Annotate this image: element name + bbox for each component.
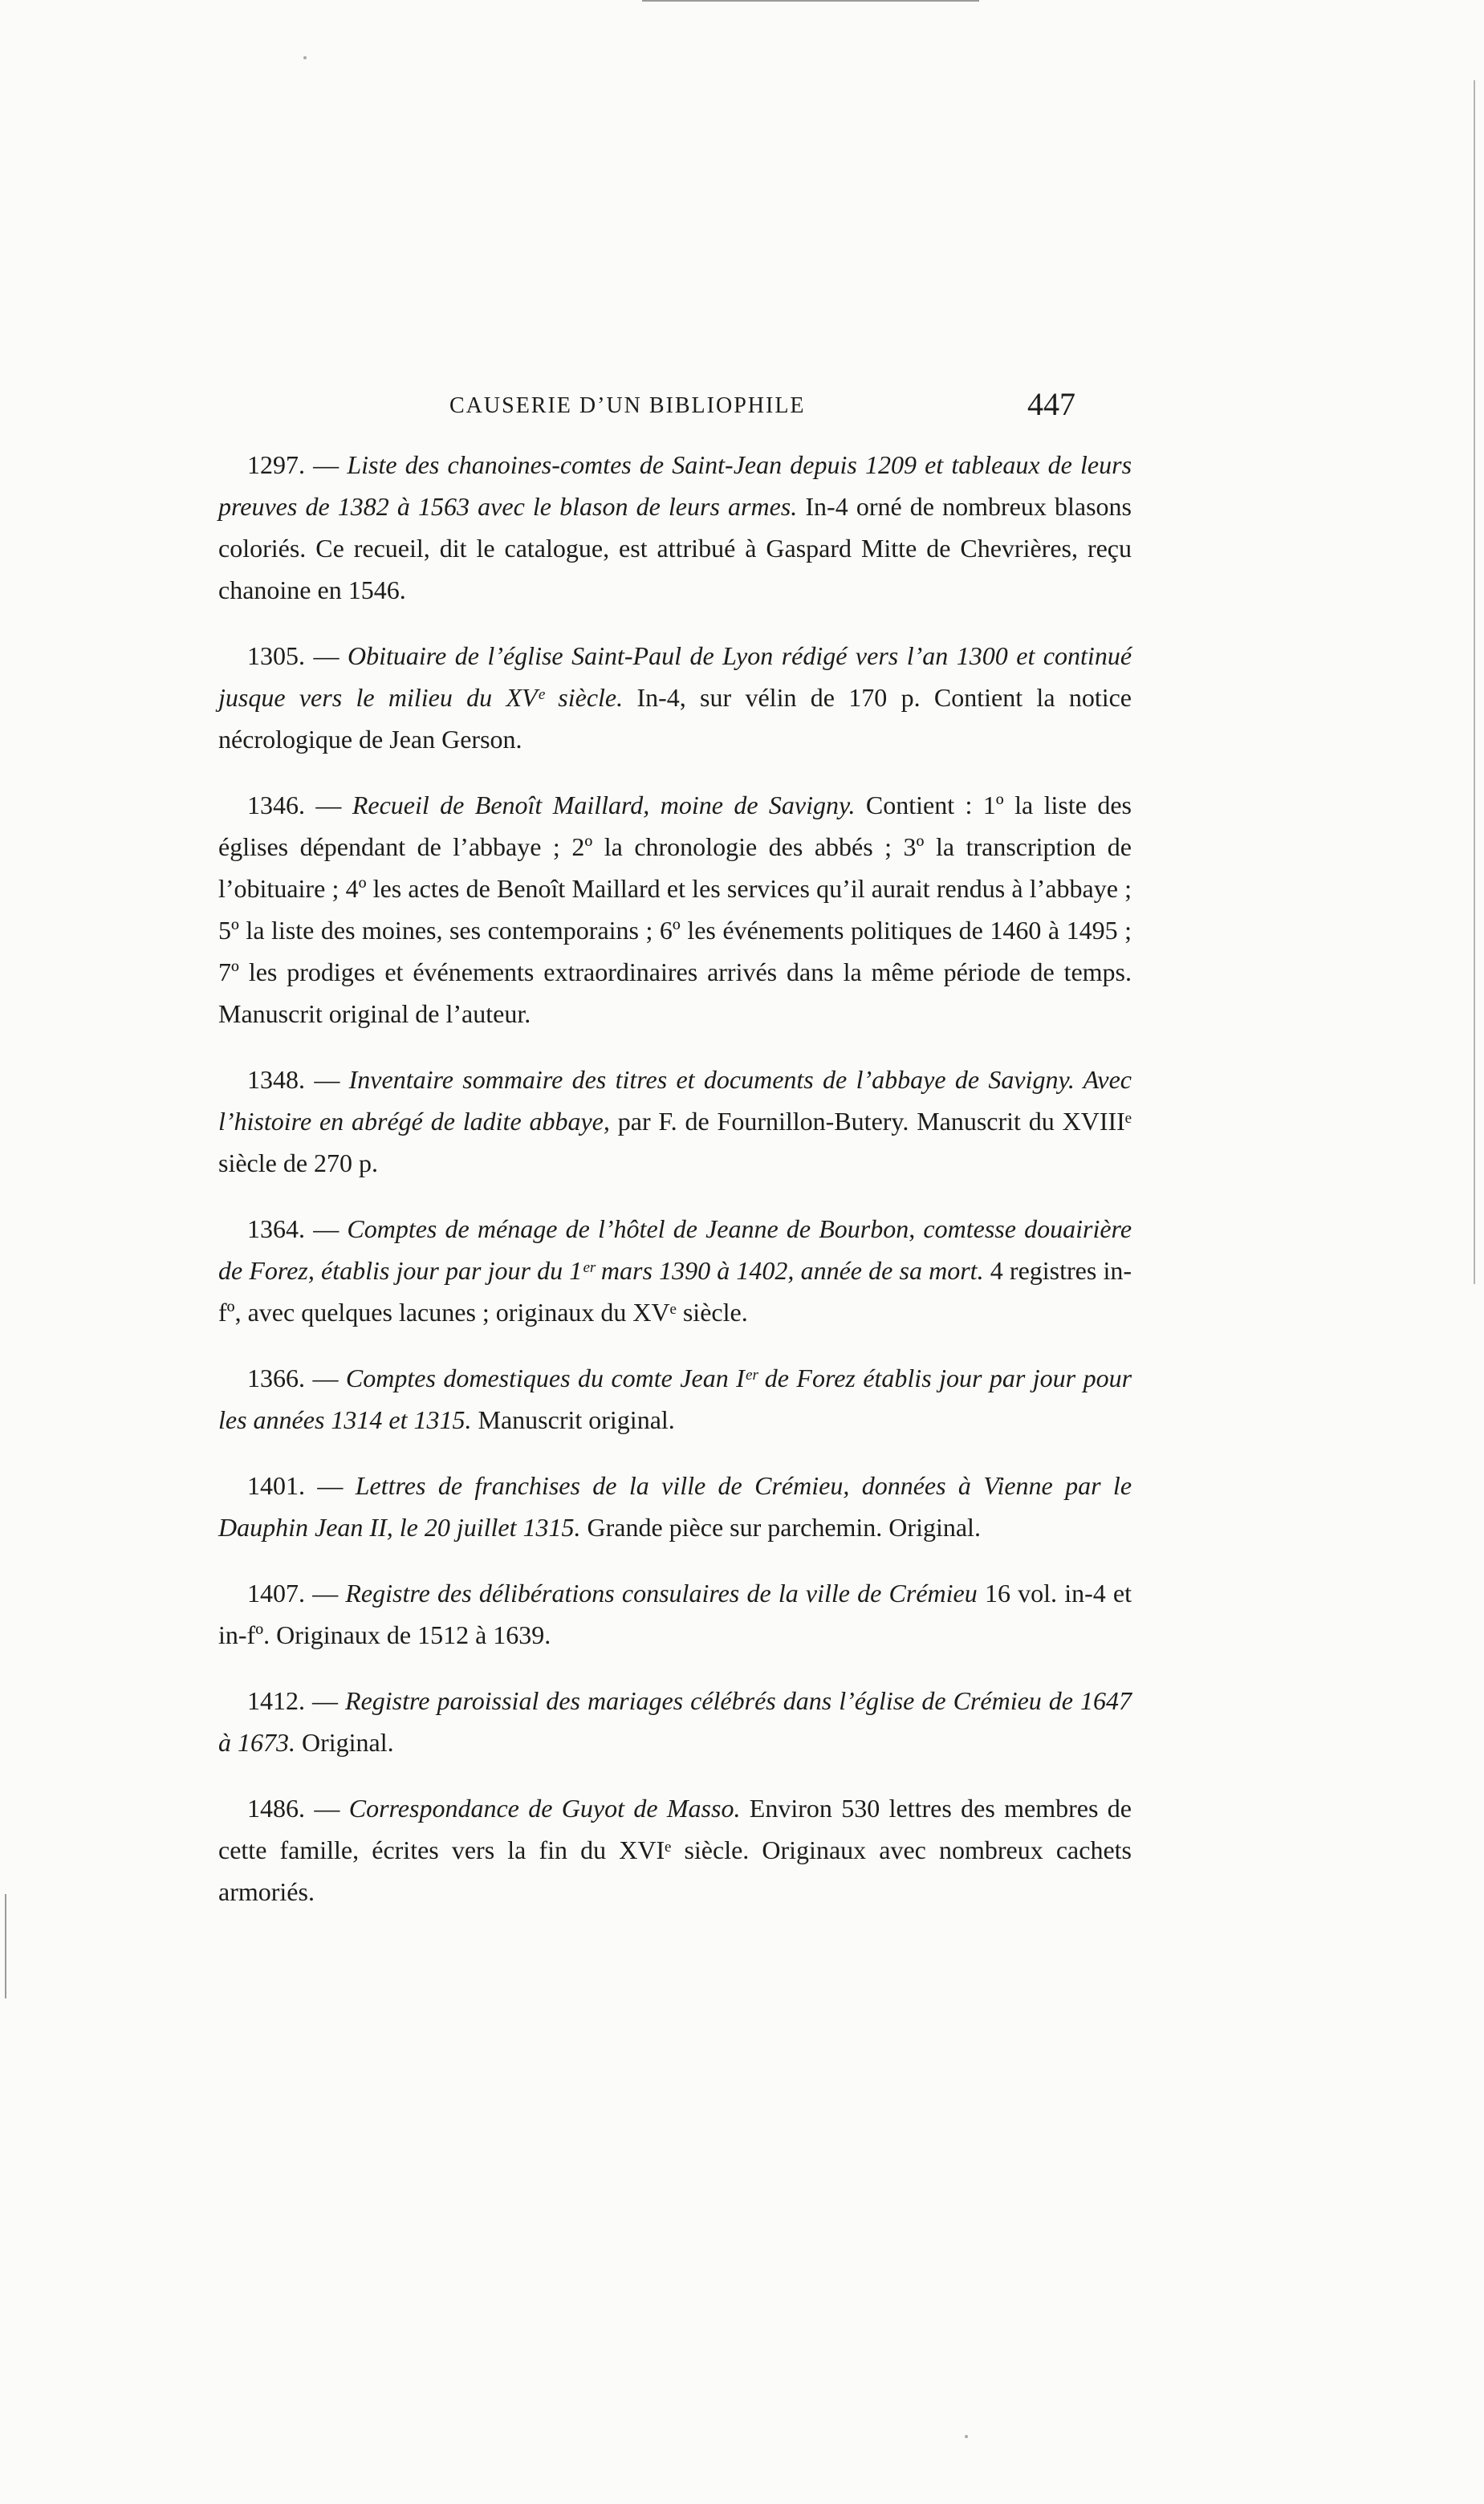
entry-dash: —: [315, 791, 342, 819]
entry-number: 1348.: [247, 1065, 305, 1094]
catalogue-entry: [218, 1680, 1132, 1763]
entry-dash: —: [314, 1794, 340, 1823]
entry-number: 1346.: [247, 791, 305, 819]
catalogue-entry: [218, 635, 1132, 760]
scan-edge-left: [5, 1894, 6, 1998]
catalogue-entries: [218, 444, 1132, 1937]
catalogue-entry: [218, 1465, 1132, 1548]
catalogue-entry: [218, 784, 1132, 1035]
entry-title: Lettres de franchises de la ville de Crémieu, données à Vienne par le Dauphin Jean II, le 20 juillet 1315.: [218, 1471, 1132, 1542]
entry-description: Manuscrit original.: [478, 1405, 675, 1434]
entry-description: 4 registres in-fº, avec quelques lacunes ; originaux du XVᵉ siècle.: [218, 1256, 1132, 1327]
entry-title: Recueil de Benoît Maillard, moine de Savigny.: [352, 791, 856, 819]
entry-title: Comptes domestiques du comte Jean Iᵉʳ de Forez établis jour par jour pour les années 1314 et 1315.: [218, 1364, 1132, 1434]
entry-title: Inventaire sommaire des titres et documents de l’abbaye de Savigny. Avec l’histoire en abrégé de ladite abbaye,: [218, 1065, 1132, 1136]
entry-title: Liste des chanoines-comtes de Saint-Jean depuis 1209 et tableaux de leurs preuves de 1382 à 1563 avec le blason de leurs armes.: [218, 450, 1132, 521]
entry-number: 1297.: [247, 450, 305, 479]
entry-number: 1407.: [247, 1579, 305, 1608]
catalogue-entry: [218, 1787, 1132, 1913]
entry-description: Contient : 1º la liste des églises dépendant de l’abbaye ; 2º la chronologie des abbés ; 3º la transcription de l’obituaire ; 4º les actes de Benoît Maillard et les services qu’il aurait rendus à l’abbaye ; 5º la liste des moines, ses contemporains ; 6º les événements politiques de 1460 à 1495 ; 7º les prodiges et événements extraordinaires arrivés dans la même période de temps. Manuscrit original de l’auteur.: [218, 791, 1132, 1028]
entry-title: Registre paroissial des mariages célébrés dans l’église de Crémieu de 1647 à 1673.: [218, 1686, 1132, 1757]
entry-number: 1412.: [247, 1686, 305, 1715]
scan-edge-top: [642, 0, 979, 2]
running-head: [449, 384, 1084, 432]
page-number: 447: [1027, 386, 1075, 422]
entry-number: 1305.: [247, 641, 305, 670]
catalogue-entry: [218, 444, 1132, 611]
entry-description: Original.: [302, 1728, 394, 1757]
entry-number: 1364.: [247, 1214, 305, 1243]
running-title: CAUSERIE D’UN BIBLIOPHILE: [449, 393, 806, 418]
entry-title: Obituaire de l’église Saint-Paul de Lyon rédigé vers l’an 1300 et continué jusque vers le milieu du XVᵉ siècle.: [218, 641, 1132, 712]
catalogue-entry: [218, 1059, 1132, 1184]
entry-dash: —: [313, 1214, 339, 1243]
entry-dash: —: [313, 450, 339, 479]
entry-description: Environ 530 lettres des membres de cette famille, écrites vers la fin du XVIᵉ siècle. Originaux avec nombreux cachets armoriés.: [218, 1794, 1132, 1906]
entry-title: Comptes de ménage de l’hôtel de Jeanne de Bourbon, comtesse douairière de Forez, établis jour par jour du 1ᵉʳ mars 1390 à 1402, année de sa mort.: [218, 1214, 1132, 1285]
entry-description: Grande pièce sur parchemin. Original.: [587, 1513, 981, 1542]
entry-number: 1366.: [247, 1364, 305, 1392]
catalogue-entry: [218, 1357, 1132, 1441]
entry-number: 1486.: [247, 1794, 305, 1823]
entry-description: In-4, sur vélin de 170 p. Contient la notice nécrologique de Jean Gerson.: [218, 683, 1132, 754]
scan-speck: [303, 56, 307, 59]
scan-speck: [965, 2435, 968, 2438]
entry-description: In-4 orné de nombreux blasons coloriés. Ce recueil, dit le catalogue, est attribué à Gaspard Mitte de Chevrières, reçu chanoine en 1546.: [218, 492, 1132, 604]
entry-dash: —: [312, 1686, 339, 1715]
entry-description: 16 vol. in-4 et in-fº. Originaux de 1512 à 1639.: [218, 1579, 1132, 1649]
entry-dash: —: [312, 1364, 339, 1392]
scan-edge-right: [1474, 80, 1475, 1284]
entry-title: Registre des délibérations consulaires de la ville de Crémieu: [345, 1579, 978, 1608]
catalogue-entry: [218, 1572, 1132, 1656]
entry-title: Correspondance de Guyot de Masso.: [348, 1794, 741, 1823]
entry-description: par F. de Fournillon-Butery. Manuscrit du XVIIIᵉ siècle de 270 p.: [218, 1107, 1132, 1177]
entry-dash: —: [313, 641, 339, 670]
entry-number: 1401.: [247, 1471, 305, 1500]
entry-dash: —: [314, 1065, 340, 1094]
entry-dash: —: [312, 1579, 339, 1608]
entry-dash: —: [317, 1471, 344, 1500]
catalogue-entry: [218, 1208, 1132, 1333]
